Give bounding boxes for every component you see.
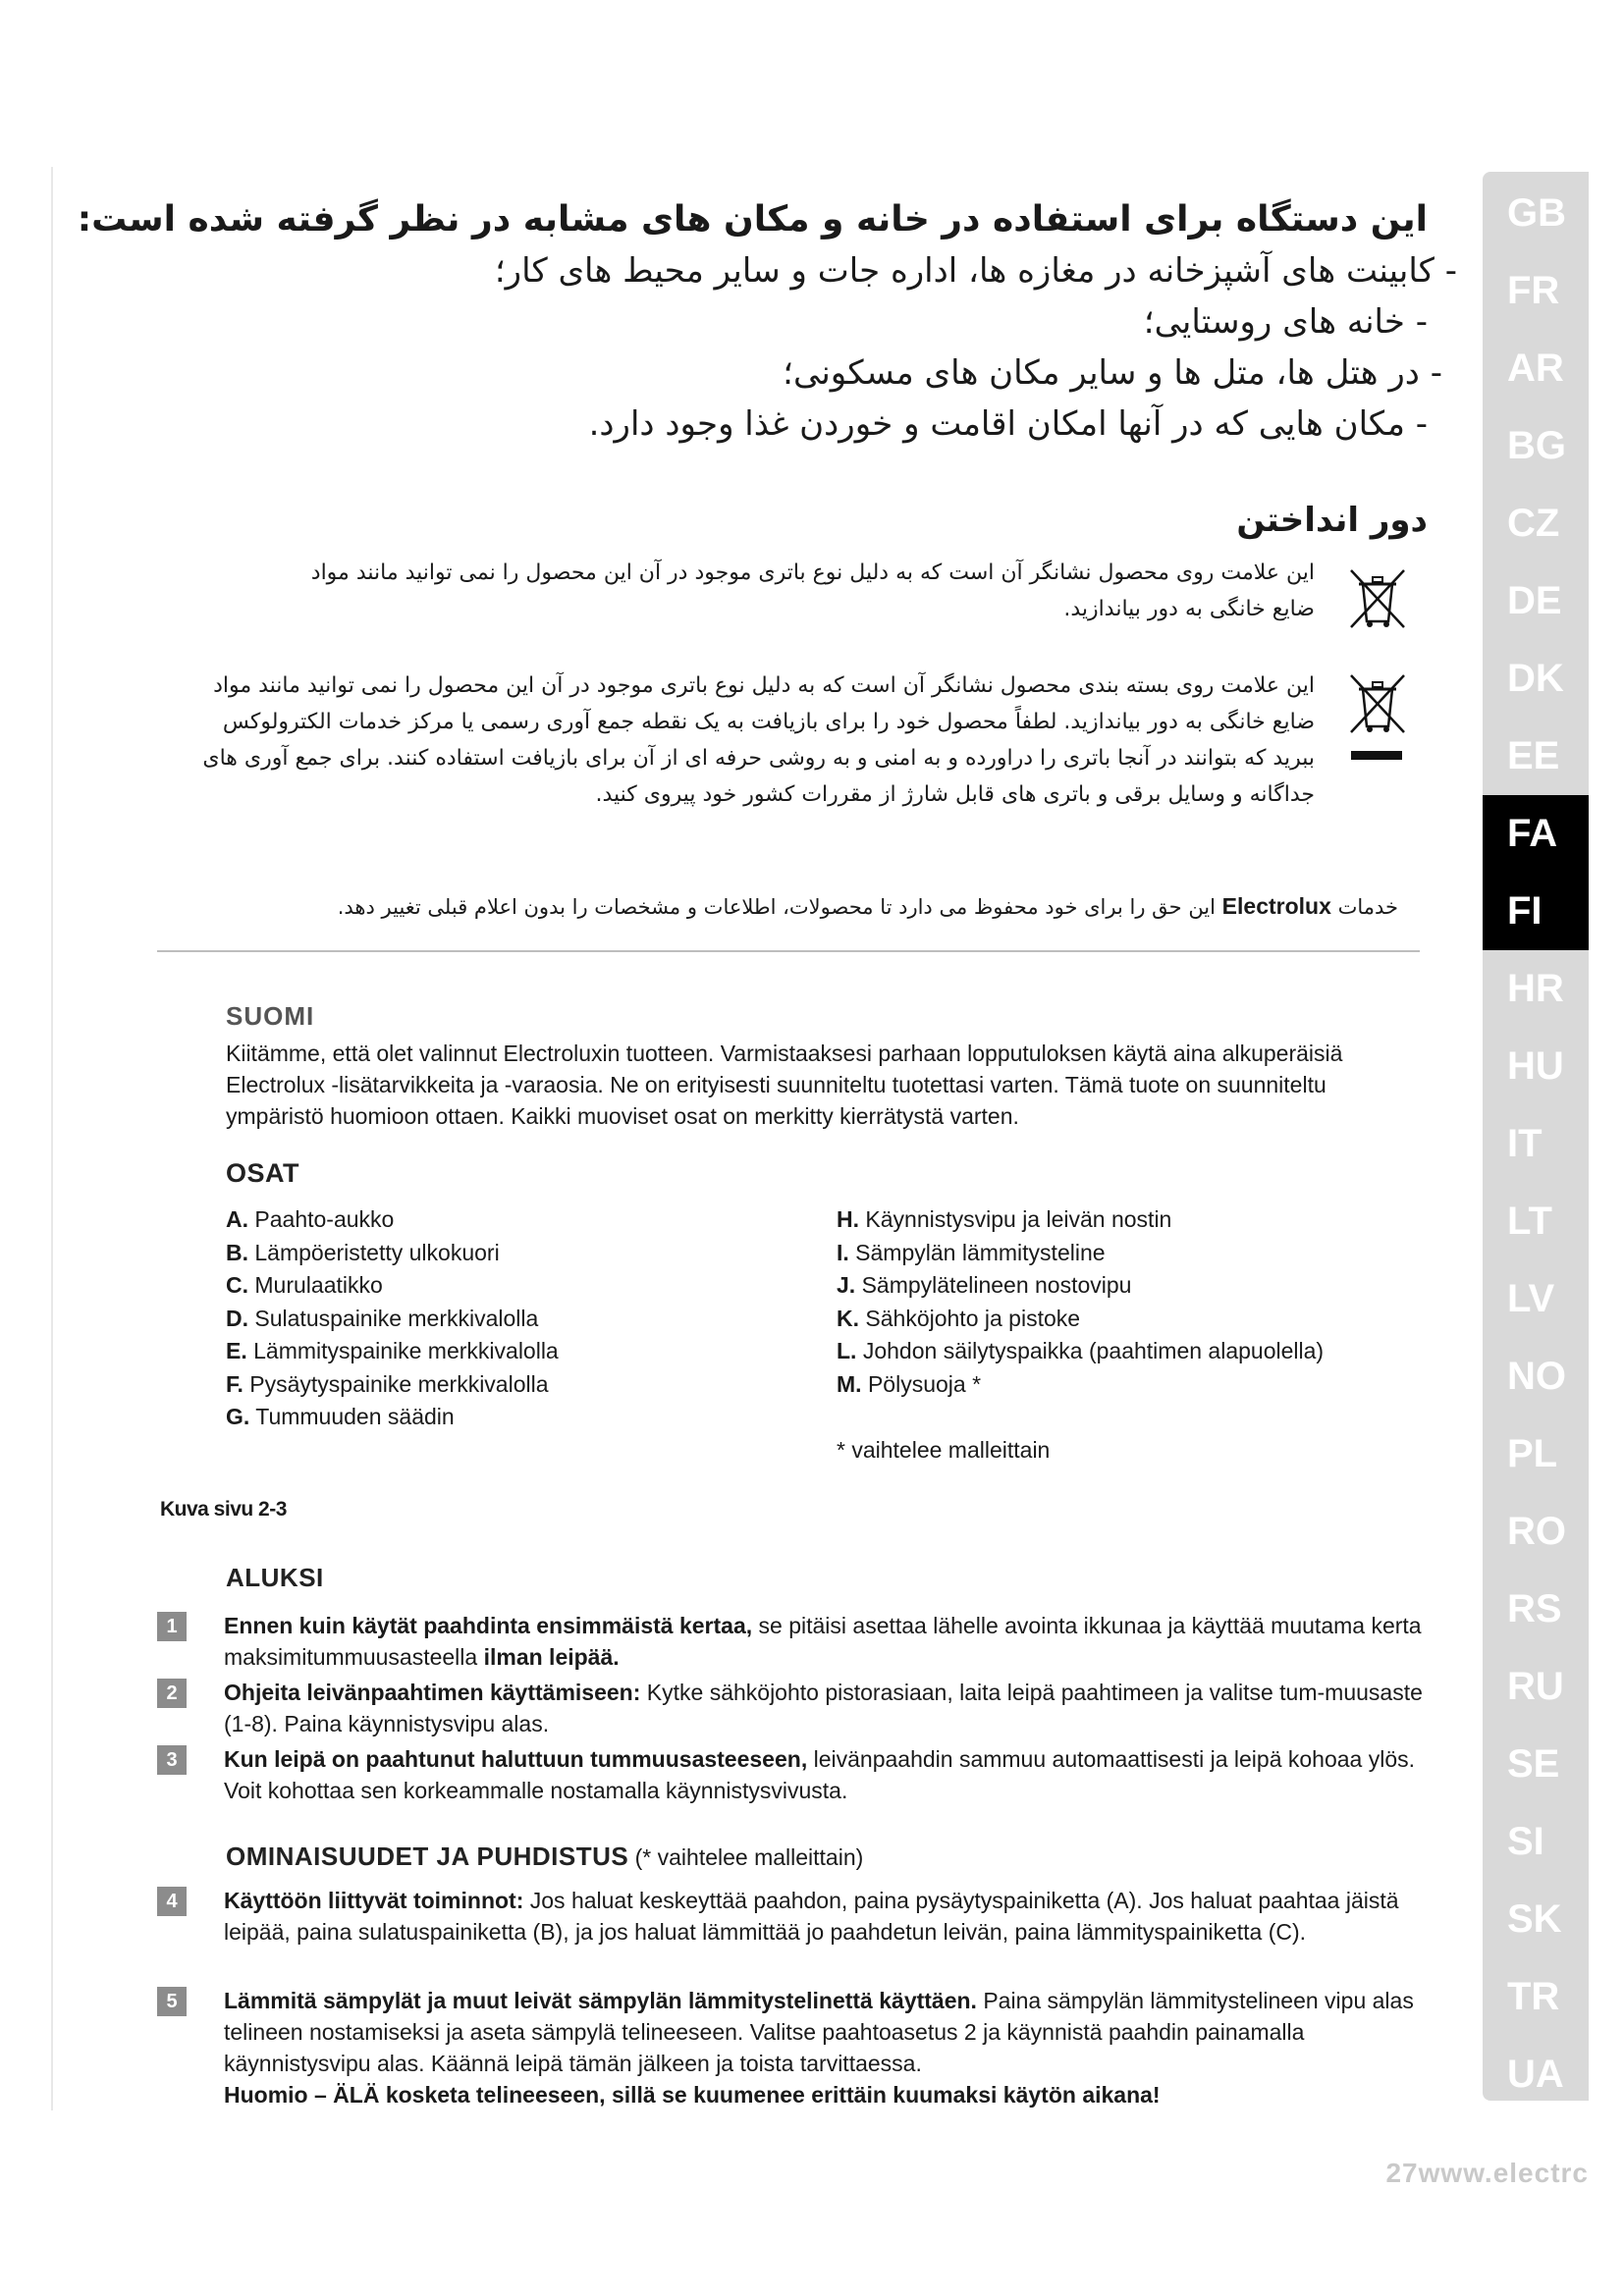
step-number: 2: [157, 1679, 187, 1708]
features-heading: OMINAISUUDET JA PUHDISTUS: [226, 1842, 629, 1871]
features-note: (* vaihtelee malleittain): [628, 1844, 864, 1870]
lang-tab-si[interactable]: SI: [1507, 1820, 1544, 1863]
step-number: 3: [157, 1745, 187, 1775]
parts-note: * vaihtelee malleittain: [837, 1437, 1051, 1463]
part-item: J. Sämpylätelineen nostovipu: [837, 1272, 1132, 1298]
part-item: C. Murulaatikko: [226, 1272, 383, 1298]
lang-tab-it[interactable]: IT: [1507, 1122, 1543, 1165]
lang-tab-hr[interactable]: HR: [1507, 967, 1564, 1010]
figure-reference: Kuva sivu 2-3: [160, 1498, 287, 1521]
step-text: Käyttöön liittyvät toiminnot: Jos haluat keskeyttää paahdon, paina pysäytyspainiketta (A). Jos haluat paahtaa jäistä leipää, paina sulatuspainiketta (B), ja jos haluat lämmittää jo paahdetun leivän, paina lämmityspainiketta (C).: [224, 1888, 1399, 1945]
parts-heading: OSAT: [226, 1158, 299, 1188]
part-item: K. Sähköjohto ja pistoke: [837, 1305, 1081, 1331]
parts-list-right: [837, 1203, 1324, 1401]
lang-tab-dk[interactable]: DK: [1507, 657, 1564, 700]
lang-tab-lv[interactable]: LV: [1507, 1277, 1555, 1320]
lang-tab-gb[interactable]: GB: [1507, 191, 1566, 235]
part-item: I. Sämpylän lämmitysteline: [837, 1239, 1106, 1265]
step-text: Kun leipä on paahtunut haluttuun tummuusasteeseen, leivänpaahdin sammuu automaattisesti ja leipä kohoaa ylös. Voit kohottaa sen korkeammalle nostamalla käynnistysvivusta.: [224, 1746, 1416, 1803]
lang-tab-rs[interactable]: RS: [1507, 1587, 1562, 1630]
part-item: D. Sulatuspainike merkkivalolla: [226, 1305, 539, 1331]
part-item: F. Pysäytyspainike merkkivalolla: [226, 1370, 549, 1397]
lang-tab-hu[interactable]: HU: [1507, 1044, 1564, 1088]
part-item: B. Lämpöeristetty ulkokuori: [226, 1239, 500, 1265]
part-item: M. Pölysuoja *: [837, 1370, 982, 1397]
fa-title: این دستگاه برای استفاده در خانه و مکان های مشابه در نظر گرفته شده است:: [77, 199, 1428, 240]
lang-tab-fr[interactable]: FR: [1507, 269, 1560, 312]
step-text: Ennen kuin käytät paahdinta ensimmäistä kertaa, se pitäisi asettaa lähelle avointa ikkunaa ja käyttää muutama kerta maksimitummuusasteella ilman leipää.: [224, 1613, 1422, 1670]
lang-tab-fa[interactable]: FA: [1483, 795, 1589, 873]
fa-item-4: - مکان هایی که در آنها امکان اقامت و خوردن غذا وجود دارد.: [588, 404, 1428, 444]
lang-tab-tr[interactable]: TR: [1507, 1975, 1560, 2018]
electrolux-brand: Electrolux: [1221, 893, 1331, 919]
crossed-bin-icon: [1343, 564, 1412, 633]
lang-tab-no[interactable]: NO: [1507, 1355, 1566, 1398]
lang-tab-se[interactable]: SE: [1507, 1742, 1560, 1786]
part-item: L. Johdon säilytyspaikka (paahtimen alapuolella): [837, 1338, 1325, 1363]
fa-footer-note: [338, 893, 1398, 920]
part-item: H. Käynnistysvipu ja leivän nostin: [837, 1206, 1172, 1232]
lang-tab-pl[interactable]: PL: [1507, 1432, 1558, 1475]
part-item: E. Lämmityspainike merkkivalolla: [226, 1338, 559, 1363]
step-text: Lämmitä sämpylät ja muut leivät sämpylän lämmitystelinettä käyttäen. Paina sämpylän lämmitystelineen vipu alas telineen nostamiseksi ja aseta sämpylä telineeseen. Valitse paahtoasetus 2 ja käynnistä paahdin painamalla käynnistysvipu alas. Käännä leipä tämän jälkeen ja toista tarvittaessa. Huomio – ÄLÄ kosketa telineeseen, sillä se kuumenee erittäin kuumaksi käytön aikana!: [224, 1988, 1414, 2108]
lang-tab-ro[interactable]: RO: [1507, 1510, 1566, 1553]
step-number: 4: [157, 1887, 187, 1916]
fa-disposal-title: دور انداختن: [1236, 501, 1428, 540]
lang-tab-ar[interactable]: AR: [1507, 347, 1564, 390]
fi-heading: SUOMI: [226, 1001, 315, 1031]
lang-tab-cz[interactable]: CZ: [1507, 502, 1560, 545]
parts-list-left: [226, 1203, 559, 1434]
features-heading-row: [226, 1842, 863, 1872]
lang-tab-bg[interactable]: BG: [1507, 424, 1566, 467]
lang-tab-sk[interactable]: SK: [1507, 1897, 1562, 1941]
section-divider: [157, 950, 1420, 952]
lang-tab-ee[interactable]: EE: [1507, 734, 1560, 777]
fa-item-1: - کابینت های آشپزخانه در مغازه ها، اداره جات و سایر محیط های کار؛: [494, 251, 1457, 291]
step-number: 5: [157, 1987, 187, 2016]
fa-item-2: - خانه های روستایی؛: [1143, 302, 1428, 342]
step-number: 1: [157, 1612, 187, 1641]
weee-bar: [1351, 751, 1402, 760]
lang-tab-ua[interactable]: UA: [1507, 2053, 1564, 2096]
fi-intro: Kiitämme, että olet valinnut Electroluxin tuotteen. Varmistaaksesi parhaan lopputuloksen käytä aina alkuperäisiä Electrolux -lisätarvikkeita ja -varaosia. Ne on erityisesti suunniteltu tuotettasi varten. Tämä tuote on suunniteltu ympäristö huomioon ottaen. Kaikki muoviset osat on merkitty kierrätystä varten.: [226, 1041, 1343, 1129]
start-heading: ALUKSI: [226, 1563, 324, 1592]
lang-tab-ru[interactable]: RU: [1507, 1665, 1564, 1708]
part-item: A. Paahto-aukko: [226, 1206, 395, 1232]
fa-disposal-text-1: این علامت روی محصول نشانگر آن است که به دلیل نوع باتری موجود در آن این محصول را نمی توانید مانند مواد ضایع خانگی به دور بیاندازید.: [310, 561, 1315, 621]
lang-tab-lt[interactable]: LT: [1507, 1200, 1552, 1243]
page-footer: 27www.electrc: [1385, 2158, 1589, 2188]
part-item: G. Tummuuden säädin: [226, 1404, 455, 1429]
fa-item-3: - در هتل ها، متل ها و سایر مکان های مسکونی؛: [783, 353, 1442, 393]
fa-disposal-text-2: این علامت روی بسته بندی محصول نشانگر آن است که به دلیل نوع باتری موجود در آن این محصول را نمی توانید مانند مواد ضایع خانگی به دور بیاندازید. لطفاً محصول خود را برای بازیافت به یک نقطه جمع آوری رسمی یا مرکز خدمات الکترولوکس ببرید که بتوانند در آنجا باتری را دراورده و به امنی و به روشی حرفه ای از آن برای بازیافت استفاده کنند. برای جمع آوری های جداگانه و وسایل برقی و باتری های قابل شارژ از مقررات کشور خود پیروی کنید.: [202, 673, 1315, 807]
crossed-bin-icon-2: [1343, 669, 1412, 738]
lang-tab-fi[interactable]: FI: [1483, 873, 1589, 950]
fa-footer-pre: خدمات: [1330, 895, 1398, 919]
fa-footer-post: این حق را برای خود محفوظ می دارد تا محصولات، اطلاعات و مشخصات را بدون اعلام قبلی تغییر دهد.: [337, 895, 1222, 919]
left-margin-rule: [51, 167, 53, 2110]
lang-tab-de[interactable]: DE: [1507, 579, 1562, 622]
step-text: Ohjeita leivänpaahtimen käyttämiseen: Kytke sähköjohto pistorasiaan, laita leipä paahtimeen ja valitse tum-muusaste (1-8). Paina käynnistysvipu alas.: [224, 1680, 1423, 1736]
